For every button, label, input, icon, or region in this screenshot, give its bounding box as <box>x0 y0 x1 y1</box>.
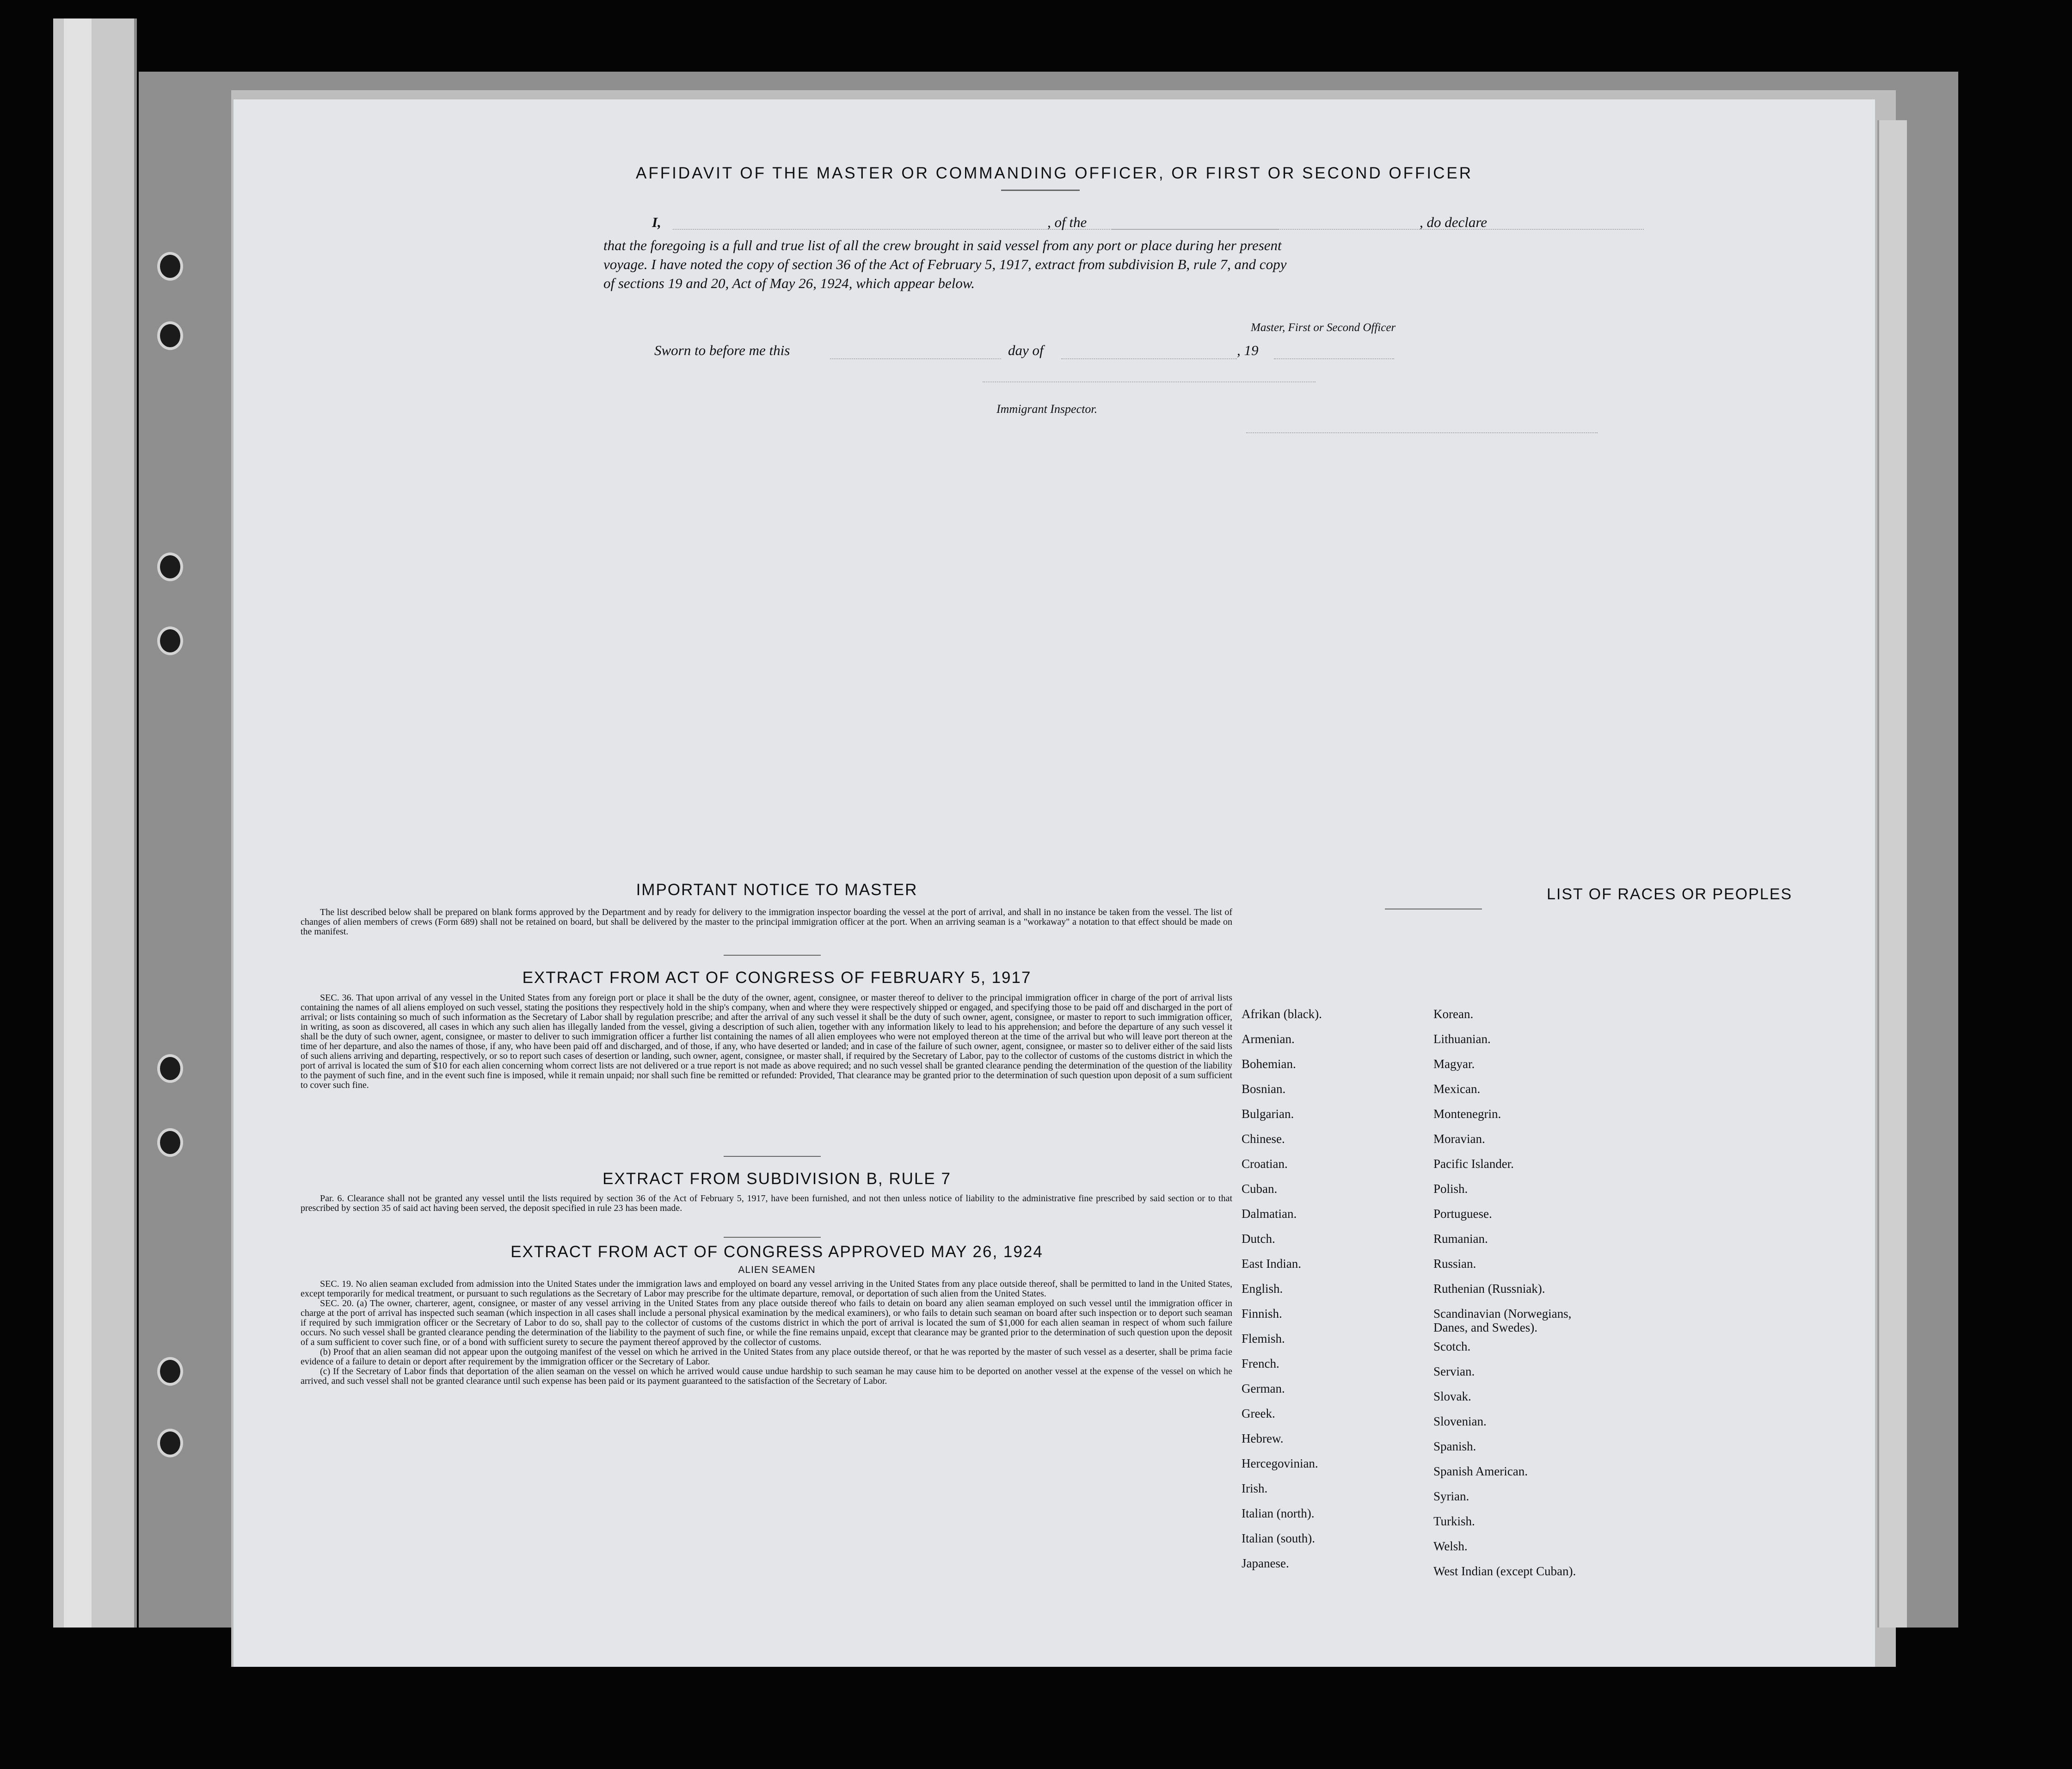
race-item: Lithuanian. <box>1433 1032 1491 1046</box>
sworn-year-field[interactable] <box>1274 358 1394 359</box>
sworn-label: Sworn to before me this <box>654 342 790 358</box>
races-title: LIST OF RACES OR PEOPLES <box>1547 885 1793 903</box>
race-item: Cuban. <box>1242 1182 1278 1196</box>
year-label: , 19 <box>1237 342 1259 358</box>
race-item: Slovenian. <box>1433 1414 1487 1428</box>
extract-rule7-paragraph: Par. 6. Clearance shall not be granted any vessel until the lists required by section 36 of the Act of February 5, 1917, have been furnished, and not then unless notice of liability to the administrative fine prescribed by said section or to that prescribed by section 35 of said act having been served, the deposit specified in rule 23 has been made. <box>301 1193 1232 1213</box>
do-declare-label: , do declare <box>1420 214 1488 230</box>
binder-hole <box>157 627 183 655</box>
race-item: West Indian (except Cuban). <box>1433 1564 1576 1578</box>
extract-rule7-title: EXTRACT FROM SUBDIVISION B, RULE 7 <box>603 1170 951 1188</box>
race-item: French. <box>1242 1357 1279 1370</box>
sec-20b-paragraph: (b) Proof that an alien seaman did not appear upon the outgoing manifest of the vessel on which he arrived in the United States from any place outside thereof, or that he was reported by the master of such vessel as a deserter, shall be prima facie evidence of a failure to detain or deport after requirement by the immigration officer or the Secretary of Labor. <box>301 1347 1232 1367</box>
binder-hole <box>157 1357 183 1386</box>
sec-20c-paragraph: (c) If the Secretary of Labor finds that deportation of the alien seaman on the vessel on which he arrived would cause undue hardship to such seaman he may cause him to be deported on another vessel at the expense of the vessel on which he arrived, and such vessel shall not be granted clearance until such expense has been paid or its payment guaranteed to the satisfaction of the Secretary of Labor. <box>301 1366 1232 1386</box>
race-item: Bosnian. <box>1242 1082 1286 1096</box>
binder-hole <box>157 1429 183 1457</box>
notice-title: IMPORTANT NOTICE TO MASTER <box>636 881 918 899</box>
race-item: Flemish. <box>1242 1332 1285 1345</box>
race-item: Bohemian. <box>1242 1057 1296 1071</box>
extract-1917-paragraph: SEC. 36. That upon arrival of any vessel in the United States from any foreign port or place it shall be the duty of the owner, agent, consignee, or master thereof to deliver to the principal immigration officer in charge of the port of arrival lists containing the names of all aliens employed on such vessel, stating the positions they respectively hold in the ship's company, when and where they were respectively shipped or engaged, and specifying those to be paid off and discharged in the port of arrival; or lists containing so much of such information as the Secretary of Labor shall by regulation prescribe; and after the arrival of any such vessel it shall be the duty of such owner, agent, consignee, or master to report to such immigration officer, in writing, as soon as discovered, all cases in which any such alien has illegally landed from the vessel, giving a description of such alien, together with any information likely to lead to his apprehension; and before the departure of any such vessel it shall be the duty of such owner, agent, consignee, or master to deliver to such immigration officer a further list containing the names of all alien employees who were not employed thereon at the time of the arrival but who will leave port thereon at the time of her departure, and also the names of those, if any, who have been paid off and discharged, and of those, if any, who have deserted or landed; and in case of the failure of such owner, agent, consignee, or master so to deliver either of the said lists of such aliens arriving and departing, respectively, or so to report such cases of desertion or landing, such owner, agent, consignee, or master shall, if required by the Secretary of Labor, pay to the collector of customs of the customs district in which the port of arrival is located the sum of $10 for each alien concerning whom correct lists are not delivered or a true report is not made as above required; and no such vessel shall be granted clearance pending the determination of the question of the liability to the payment of such fine, and in the event such fine is imposed, while it remain unpaid; nor shall such fine be remitted or refunded: Provided, That clearance may be granted prior to the determination of such question upon deposit of a sum sufficient to cover such fine. <box>301 993 1232 1090</box>
race-item: German. <box>1242 1382 1285 1395</box>
race-item: East Indian. <box>1242 1257 1301 1271</box>
sworn-month-field[interactable] <box>1061 358 1237 359</box>
race-item: Pacific Islander. <box>1433 1157 1514 1171</box>
race-item: Montenegrin. <box>1433 1107 1501 1121</box>
affidavit-i-label: I, <box>652 214 661 230</box>
notice-paragraph: The list described below shall be prepared on blank forms approved by the Department and by ready for delivery to the immigration inspector boarding the vessel at the port of arrival, and shall in no instance be taken from the vessel. The list of changes of alien members of crews (Form 689) shall not be retained on board, but shall be delivered by the master to the principal immigration officer at the port. When an arriving seaman is a "workaway" a notation to that effect should be made on the manifest. <box>301 907 1232 937</box>
extract-rule7-text <box>301 1194 1232 1213</box>
affidavit-form-page <box>234 99 1875 1667</box>
race-item: Dutch. <box>1242 1232 1275 1246</box>
sworn-day-field[interactable] <box>830 358 1001 359</box>
day-of-label: day of <box>1008 342 1044 358</box>
race-item: Slovak. <box>1433 1389 1471 1403</box>
page-stack-edge <box>1877 120 1907 1628</box>
sec-20a-paragraph: SEC. 20. (a) The owner, charterer, agent, consignee, or master of any vessel arriving in the United States from any place outside thereof who fails to detain on board any alien seaman employed on such vessel until the immigration officer in charge at the port of arrival has inspected such seaman (which inspection in all cases shall include a personal physical examination by the medical examiners), or who fails to detain such seaman on board after such inspection or to deport such seaman if required by such immigration officer or the Secretary of Labor to do so, shall pay to the collector of customs of the customs district in which the port of arrival is located the sum of $1,000 for each alien seaman in respect of whom such failure occurs. No such vessel shall be granted clearance pending the determination of the liability to the payment of such fine, or while the fine remains unpaid, except that clearance may be granted prior to the determination of such question upon the deposit of a sum sufficient to cover such fine, or of a bond with sufficient surety to secure the payment thereof approved by the collector of customs. <box>301 1298 1232 1347</box>
race-item: Moravian. <box>1433 1132 1485 1146</box>
race-item: Greek. <box>1242 1407 1275 1420</box>
section-divider <box>724 1156 821 1157</box>
declaration-text <box>603 236 1510 293</box>
sec-19-paragraph: SEC. 19. No alien seaman excluded from admission into the United States under the immigration laws and employed on board any vessel arriving in the United States from any place outside thereof, shall be permitted to land in the United States, except temporarily for medical treatment, or pursuant to such regulations as the Secretary of Labor may prescribe for the ultimate departure, removal, or deportation of such alien from the United States. <box>301 1279 1232 1299</box>
race-item: Italian (south). <box>1242 1531 1315 1545</box>
binder-edge <box>64 18 92 1628</box>
master-signature-label: Master, First or Second Officer <box>1251 321 1396 334</box>
declaration-line: that the foregoing is a full and true list of all the crew brought in said vessel from any port or place during her present <box>603 237 1282 253</box>
race-item: Turkish. <box>1433 1514 1475 1528</box>
race-item: Russian. <box>1433 1257 1476 1271</box>
race-item: Spanish American. <box>1433 1464 1528 1478</box>
race-item: Polish. <box>1433 1182 1468 1196</box>
race-item: Hebrew. <box>1242 1431 1284 1445</box>
race-item: Servian. <box>1433 1364 1475 1378</box>
declaration-line: of sections 19 and 20, Act of May 26, 1924, which appear below. <box>603 275 975 291</box>
race-item: Korean. <box>1433 1007 1474 1021</box>
race-item: Syrian. <box>1433 1489 1469 1503</box>
inspector-signature-field[interactable] <box>983 381 1316 382</box>
race-item: Italian (north). <box>1242 1506 1315 1520</box>
race-item: Rumanian. <box>1433 1232 1488 1246</box>
race-item: Japanese. <box>1242 1556 1289 1570</box>
race-item: Portuguese. <box>1433 1207 1492 1221</box>
inspector-label: Immigrant Inspector. <box>996 402 1098 416</box>
extract-1917-title: EXTRACT FROM ACT OF CONGRESS OF FEBRUARY 5, 1917 <box>522 969 1032 987</box>
notice-text <box>301 908 1232 937</box>
race-item: Welsh. <box>1433 1539 1468 1553</box>
extract-1917-text <box>301 993 1232 1090</box>
race-item: Mexican. <box>1433 1082 1481 1096</box>
master-signature-field[interactable] <box>1246 432 1598 433</box>
race-item: English. <box>1242 1282 1283 1296</box>
extract-1924-subtitle: ALIEN SEAMEN <box>738 1265 816 1275</box>
title-underline <box>1001 190 1080 191</box>
binder-hole <box>157 1128 183 1157</box>
binder-hole <box>157 321 183 350</box>
race-item: Scotch. <box>1433 1339 1471 1353</box>
race-item: Armenian. <box>1242 1032 1295 1046</box>
binder-hole <box>157 553 183 581</box>
binder-hole <box>157 1054 183 1083</box>
race-item: Dalmatian. <box>1242 1207 1297 1221</box>
race-item: Bulgarian. <box>1242 1107 1294 1121</box>
race-item: Scandinavian (Norwegians, Danes, and Swedes). <box>1433 1307 1572 1334</box>
section-divider <box>724 1237 821 1238</box>
vessel-field[interactable] <box>1112 229 1644 230</box>
race-item: Hercegovinian. <box>1242 1456 1318 1470</box>
race-item: Chinese. <box>1242 1132 1285 1146</box>
race-item: Afrikan (black). <box>1242 1007 1322 1021</box>
declaration-line: voyage. I have noted the copy of section 36 of the Act of February 5, 1917, extract from subdivision B, rule 7, and copy <box>603 256 1287 272</box>
binder-hole <box>157 252 183 281</box>
race-item: Croatian. <box>1242 1157 1288 1171</box>
affidavit-title: AFFIDAVIT OF THE MASTER OR COMMANDING OFFICER, OR FIRST OR SECOND OFFICER <box>635 164 1473 182</box>
race-item: Magyar. <box>1433 1057 1475 1071</box>
extract-1924-title: EXTRACT FROM ACT OF CONGRESS APPROVED MAY 26, 1924 <box>510 1243 1043 1261</box>
extract-1924-text <box>301 1279 1232 1386</box>
race-item: Finnish. <box>1242 1307 1282 1321</box>
race-item: Spanish. <box>1433 1439 1476 1453</box>
race-item: Irish. <box>1242 1481 1268 1495</box>
race-item: Ruthenian (Russniak). <box>1433 1282 1545 1296</box>
of-the-label: , of the <box>1047 214 1087 230</box>
section-divider <box>724 955 821 956</box>
